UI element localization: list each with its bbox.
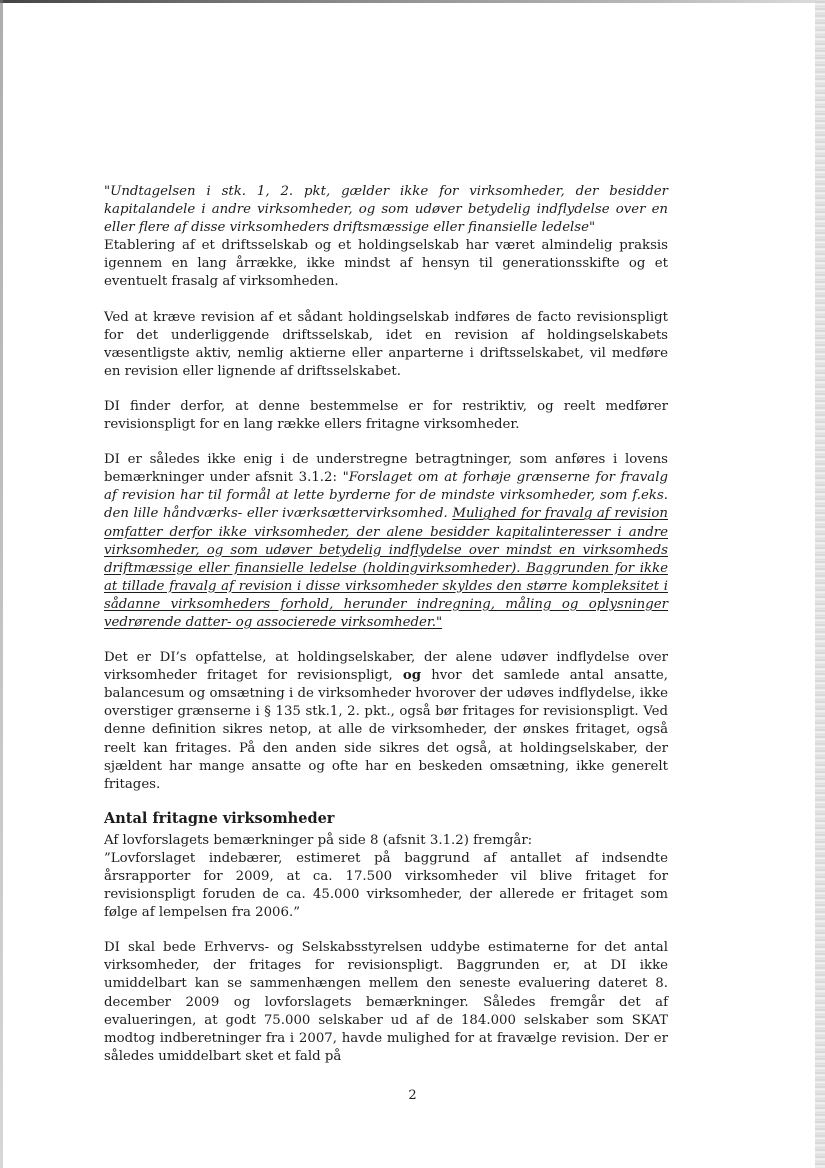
paragraph-lovforslaget: Af lovforslagets bemærkninger på side 8 (afsnit 3.1.2) fremgår: [104,832,533,848]
bemaerkninger-intro: DI er således ikke enig i de understregne betragtninger, som anføres i lovens bemærkninger under afsnit 3.1.2: [104,452,668,486]
opfattelse-text-b: hvor det samlede antal ansatte, balancesum og omsætning i de virksomheder hvorover der udøves indflydelse, ikke overstiger grænserne i § 135 stk.1, 2. pkt., også bør fritages for revisionspligt. Ved denne definition sikres netop, at alle de virksomheder, der ønskes fritaget, også reelt kan fritages. På den anden side sikres det også, at holdingselskaber, der sjældent har mange ansatte og ofte har en beskeden omsætning, ikke generelt fritages. [104,668,669,792]
bemaerkninger-underlined-quote: Mulighed for fravalg af revision omfatter derfor ikke virksomheder, der alene besidder kapitalinteresser i andre virksomheder, og som udøver betydelig indflydelse over mindst en virksomheds driftmæssige eller finansielle ledelse (holdingvirksomheder). Baggrunden for ikke at tillade fravalg af revision i disse virksomheder skyldes den større kompleksitet i sådanne virksomheders forhold, herunder indregning, måling og oplysninger vedrørende datter- og associerede virksomheder." [104,506,668,630]
scan-edge-top [0,0,825,3]
paragraph-estimater: DI skal bede Erhvervs- og Selskabsstyrelsen uddybe estimaterne for det antal virksomheder, der fritages for revisionspligt. Baggrunden er, at DI ikke umiddelbart kan se sammenhængen mellem den seneste evaluering dateret 8. december 2009 og lovforslagets bemærkninger. Således fremgår det af evalueringen, at godt 75.000 selskaber ud af de 184.000 selskaber som SKAT modtog indberetninger fra i 2007, havde mulighed for at fravælge revision. Der er således umiddelbart sket et fald på [104,940,668,1064]
opfattelse-bold: og [402,668,422,684]
paragraph-opfattelse [104,649,668,794]
scan-edge-right [815,0,825,1168]
paragraph-bemaerkninger [104,451,668,632]
section-heading: Antal fritagne virksomheder [104,809,335,827]
scan-edge-left [0,0,3,1168]
paragraph-revision: Ved at kræve revision af et sådant holdingselskab indføres de facto revisionspligt for det underliggende driftsselskab, idet en revision af holdingselskabets væsentligste aktiv, nemlig aktierne eller anparterne i driftsselskabet, vil medføre en revision eller lignende af driftsselskabet. [104,309,668,379]
paragraph-di-finder: DI finder derfor, at denne bestemmelse er for restriktiv, og reelt medfører revisionspligt for en lang række ellers fritagne virksomheder. [104,398,668,433]
opfattelse-text-a: Det er DI’s opfattelse, at holdingselskaber, der alene udøver indflydelse over virksomheder fritaget for revisionspligt, [104,650,668,684]
paragraph-etablering: Etablering af et driftsselskab og et holdingselskab har været almindelig praksis igennem en lang årrække, ikke mindst af hensyn til generationsskifte og et eventuelt frasalg af virksomheden. [104,238,668,290]
quote-paragraph: "Undtagelsen i stk. 1, 2. pkt, gælder ikke for virksomheder, der besidder kapitalandele i andre virksomheder, og som udøver betydelig indflydelse over en eller flere af disse virksomheders driftsmæssige eller finansielle ledelse" [104,184,668,236]
page-number: 2 [408,1088,417,1103]
paragraph-citat: ”Lovforslaget indebærer, estimeret på baggrund af antallet af indsendte årsrapporter for 2009, at ca. 17.500 virksomheder vil blive fritaget for revisionspligt foruden de ca. 45.000 virksomheder, der allerede er fritaget som følge af lempelsen fra 2006.” [104,850,668,921]
page-content [104,183,668,1066]
bemaerkninger-quote: "Forslaget om at forhøje grænserne for fravalg af revision har til formål at lette byrderne for de mindste virksomheder, som f.eks. den lille håndværks- eller iværksættervirksomhed. [104,470,669,522]
